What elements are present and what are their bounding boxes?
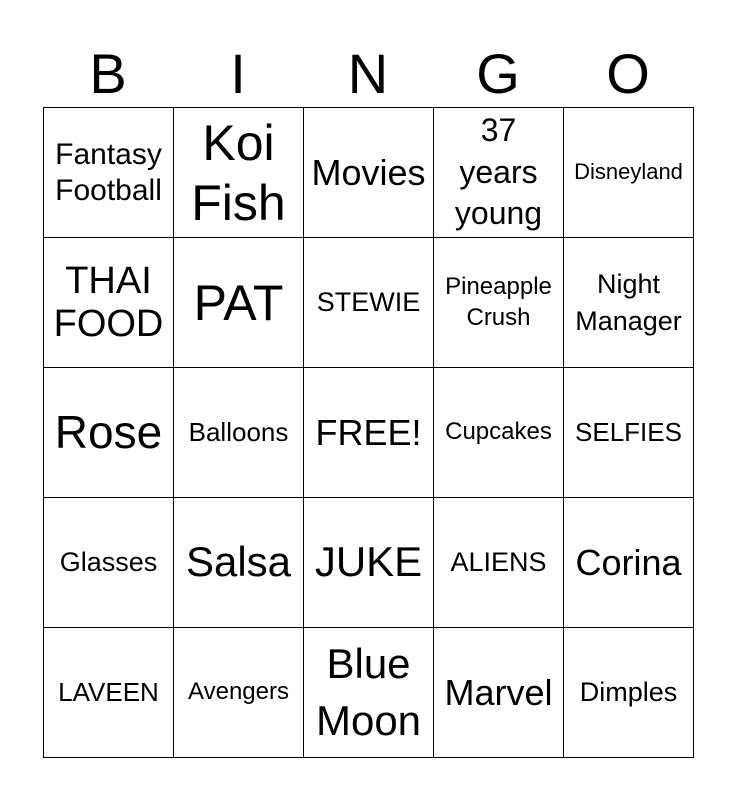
cell-label: Disneyland [574, 159, 683, 185]
header-letter-i: I [230, 42, 246, 105]
bingo-cell[interactable] [304, 238, 434, 368]
free-space-label: FREE! [315, 411, 422, 453]
cell-label: STEWIE [316, 286, 421, 317]
bingo-cell[interactable] [174, 628, 304, 758]
cell-label: Fantasy Football [55, 137, 162, 207]
cell-label: Night Manager [575, 269, 682, 336]
bingo-cell[interactable] [564, 368, 694, 498]
bingo-cell[interactable] [44, 368, 174, 498]
header-letter-g: G [476, 42, 520, 105]
cell-label: THAI FOOD [53, 259, 164, 345]
bingo-cell[interactable] [434, 628, 564, 758]
bingo-cell[interactable] [564, 108, 694, 238]
cell-label: JUKE [314, 538, 423, 586]
header-letter-n: N [347, 42, 389, 105]
cell-label: Avengers [188, 678, 289, 706]
bingo-cell[interactable] [434, 498, 564, 628]
bingo-cell[interactable] [434, 238, 564, 368]
bingo-cell[interactable] [304, 498, 434, 628]
header-letter-o: O [606, 42, 650, 105]
bingo-cell[interactable] [434, 368, 564, 498]
bingo-cell[interactable] [304, 108, 434, 238]
bingo-cell[interactable] [44, 108, 174, 238]
bingo-cell[interactable] [304, 628, 434, 758]
cell-label: ALIENS [450, 546, 547, 577]
cell-label: Dimples [579, 676, 678, 707]
bingo-cell[interactable] [564, 498, 694, 628]
bingo-board [43, 107, 694, 758]
bingo-cell[interactable] [434, 108, 564, 238]
cell-label: SELFIES [575, 416, 682, 447]
cell-label: Glasses [59, 546, 158, 577]
header-letter-b: B [89, 42, 127, 105]
cell-label: Marvel [444, 671, 553, 713]
cell-label: Cupcakes [445, 418, 552, 446]
cell-label: Movies [311, 151, 426, 193]
cell-label: PAT [193, 274, 284, 331]
cell-label: 37 years young [454, 112, 543, 232]
cell-label: Blue Moon [315, 639, 422, 744]
bingo-cell[interactable] [174, 498, 304, 628]
bingo-cell[interactable] [44, 628, 174, 758]
bingo-cell[interactable] [564, 238, 694, 368]
bingo-header [43, 40, 693, 108]
cell-label: Salsa [185, 538, 292, 586]
cell-label: Pineapple Crush [445, 272, 552, 331]
bingo-cell[interactable] [564, 628, 694, 758]
cell-label: Rose [54, 405, 163, 458]
bingo-cell[interactable] [174, 108, 304, 238]
bingo-cell[interactable] [174, 238, 304, 368]
bingo-cell[interactable] [44, 238, 174, 368]
cell-label: LAVEEN [58, 676, 159, 707]
cell-label: Balloons [188, 416, 289, 447]
bingo-cell[interactable] [44, 498, 174, 628]
free-space-cell[interactable] [304, 368, 434, 498]
cell-label: Corina [575, 541, 682, 583]
bingo-cell[interactable] [174, 368, 304, 498]
cell-label: Koi Fish [191, 114, 286, 231]
